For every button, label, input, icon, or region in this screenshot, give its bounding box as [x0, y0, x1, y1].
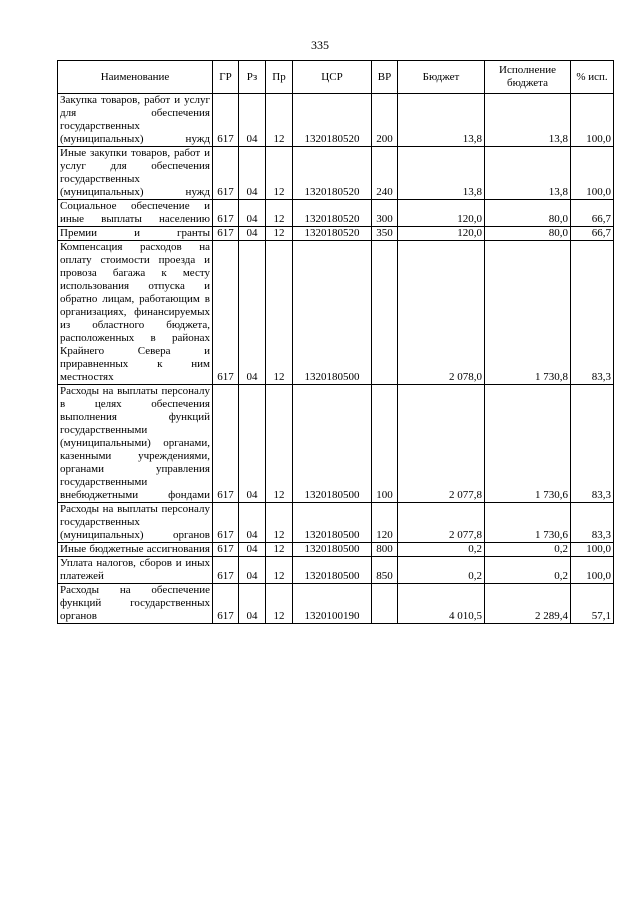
- row-percent: 100,0: [571, 557, 614, 584]
- row-csr: 1320100190: [293, 584, 372, 624]
- row-name-cell: [58, 385, 213, 503]
- row-name: Расходы на выплаты персоналу государственных (муниципальных) органов: [60, 503, 210, 541]
- row-budget: 120,0: [398, 200, 485, 227]
- row-name-cell: [58, 241, 213, 385]
- row-budget: 2 077,8: [398, 385, 485, 503]
- row-rz: 04: [239, 94, 266, 147]
- row-name: Компенсация расходов на оплату стоимости проезда и провоза багажа к месту использования отпуска и обратно лицам, работающим в организациях, финансируемых из областного бюджета, расположенных в районах Крайнего Севера и приравненных к ним местностях: [60, 241, 210, 383]
- row-rz: 04: [239, 200, 266, 227]
- row-rz: 04: [239, 241, 266, 385]
- row-execution: 80,0: [485, 200, 571, 227]
- row-gr: 617: [213, 227, 239, 241]
- row-budget: 0,2: [398, 557, 485, 584]
- table-row: [58, 503, 614, 543]
- row-name: Иные закупки товаров, работ и услуг для обеспечения государственных (муниципальных) нужд: [60, 147, 210, 198]
- row-rz: 04: [239, 147, 266, 200]
- row-vr: 200: [372, 94, 398, 147]
- row-rz: 04: [239, 543, 266, 557]
- row-csr: 1320180500: [293, 503, 372, 543]
- row-csr: 1320180520: [293, 227, 372, 241]
- row-gr: 617: [213, 557, 239, 584]
- row-name: Расходы на обеспечение функций государственных органов: [60, 584, 210, 622]
- row-execution: 13,8: [485, 94, 571, 147]
- row-csr: 1320180520: [293, 94, 372, 147]
- row-budget: 2 077,8: [398, 503, 485, 543]
- row-percent: 66,7: [571, 200, 614, 227]
- row-gr: 617: [213, 584, 239, 624]
- row-budget: 13,8: [398, 147, 485, 200]
- row-name: Уплата налогов, сборов и иных платежей: [60, 557, 210, 582]
- row-pr: 12: [266, 227, 293, 241]
- row-gr: 617: [213, 385, 239, 503]
- page-number: 335: [311, 38, 329, 52]
- row-name-cell: [58, 557, 213, 584]
- header-name: Наименование: [58, 61, 213, 94]
- row-gr: 617: [213, 503, 239, 543]
- row-pr: 12: [266, 94, 293, 147]
- row-csr: 1320180520: [293, 200, 372, 227]
- header-rz: Рз: [239, 61, 266, 94]
- table-row: [58, 227, 614, 241]
- row-vr: [372, 584, 398, 624]
- row-csr: 1320180520: [293, 147, 372, 200]
- row-vr: 300: [372, 200, 398, 227]
- row-execution: 1 730,6: [485, 503, 571, 543]
- header-percent: % исп.: [571, 61, 614, 94]
- row-vr: 800: [372, 543, 398, 557]
- row-gr: 617: [213, 543, 239, 557]
- table-row: [58, 584, 614, 624]
- row-percent: 57,1: [571, 584, 614, 624]
- row-pr: 12: [266, 241, 293, 385]
- row-rz: 04: [239, 385, 266, 503]
- header-gr: ГР: [213, 61, 239, 94]
- row-pr: 12: [266, 584, 293, 624]
- row-name-cell: [58, 503, 213, 543]
- table-row: [58, 543, 614, 557]
- row-csr: 1320180500: [293, 241, 372, 385]
- row-execution: 2 289,4: [485, 584, 571, 624]
- row-percent: 83,3: [571, 241, 614, 385]
- table-row: [58, 147, 614, 200]
- row-pr: 12: [266, 147, 293, 200]
- row-vr: 120: [372, 503, 398, 543]
- row-execution: 80,0: [485, 227, 571, 241]
- row-percent: 100,0: [571, 543, 614, 557]
- row-name: Закупка товаров, работ и услуг для обеспечения государственных (муниципальных) нужд: [60, 94, 210, 145]
- row-rz: 04: [239, 584, 266, 624]
- row-budget: 120,0: [398, 227, 485, 241]
- row-budget: 4 010,5: [398, 584, 485, 624]
- row-name-cell: [58, 147, 213, 200]
- row-csr: 1320180500: [293, 385, 372, 503]
- table-row: [58, 385, 614, 503]
- table-body: [58, 94, 614, 624]
- table-row: [58, 200, 614, 227]
- row-name-cell: [58, 543, 213, 557]
- row-pr: 12: [266, 543, 293, 557]
- row-budget: 2 078,0: [398, 241, 485, 385]
- row-rz: 04: [239, 557, 266, 584]
- row-budget: 0,2: [398, 543, 485, 557]
- table-header-row: [58, 61, 614, 94]
- row-percent: 83,3: [571, 503, 614, 543]
- row-csr: 1320180500: [293, 543, 372, 557]
- header-pr: Пр: [266, 61, 293, 94]
- row-vr: 350: [372, 227, 398, 241]
- budget-table: [57, 60, 614, 624]
- row-name: Премии и гранты: [60, 227, 210, 239]
- header-csr: ЦСР: [293, 61, 372, 94]
- row-name: Расходы на выплаты персоналу в целях обеспечения выполнения функций государственными (муниципальными) органами, казенными учреждениями, органами управления государственными внебюджетными фондами: [60, 385, 210, 501]
- row-percent: 100,0: [571, 94, 614, 147]
- row-name: Иные бюджетные ассигнования: [60, 543, 210, 555]
- row-vr: [372, 241, 398, 385]
- row-gr: 617: [213, 200, 239, 227]
- row-gr: 617: [213, 147, 239, 200]
- row-pr: 12: [266, 200, 293, 227]
- row-csr: 1320180500: [293, 557, 372, 584]
- row-execution: 1 730,6: [485, 385, 571, 503]
- row-vr: 850: [372, 557, 398, 584]
- row-name-cell: [58, 584, 213, 624]
- row-name-cell: [58, 227, 213, 241]
- row-budget: 13,8: [398, 94, 485, 147]
- row-name-cell: [58, 94, 213, 147]
- row-rz: 04: [239, 227, 266, 241]
- row-rz: 04: [239, 503, 266, 543]
- row-execution: 1 730,8: [485, 241, 571, 385]
- header-vr: ВР: [372, 61, 398, 94]
- row-pr: 12: [266, 385, 293, 503]
- row-percent: 100,0: [571, 147, 614, 200]
- row-execution: 0,2: [485, 543, 571, 557]
- row-execution: 0,2: [485, 557, 571, 584]
- row-pr: 12: [266, 557, 293, 584]
- header-execution: Исполнение бюджета: [485, 61, 571, 94]
- row-execution: 13,8: [485, 147, 571, 200]
- row-percent: 83,3: [571, 385, 614, 503]
- table-row: [58, 241, 614, 385]
- table-row: [58, 557, 614, 584]
- header-budget: Бюджет: [398, 61, 485, 94]
- row-pr: 12: [266, 503, 293, 543]
- table-row: [58, 94, 614, 147]
- row-name-cell: [58, 200, 213, 227]
- row-name: Социальное обеспечение и иные выплаты населению: [60, 200, 210, 225]
- row-percent: 66,7: [571, 227, 614, 241]
- row-gr: 617: [213, 241, 239, 385]
- row-vr: 100: [372, 385, 398, 503]
- row-gr: 617: [213, 94, 239, 147]
- row-vr: 240: [372, 147, 398, 200]
